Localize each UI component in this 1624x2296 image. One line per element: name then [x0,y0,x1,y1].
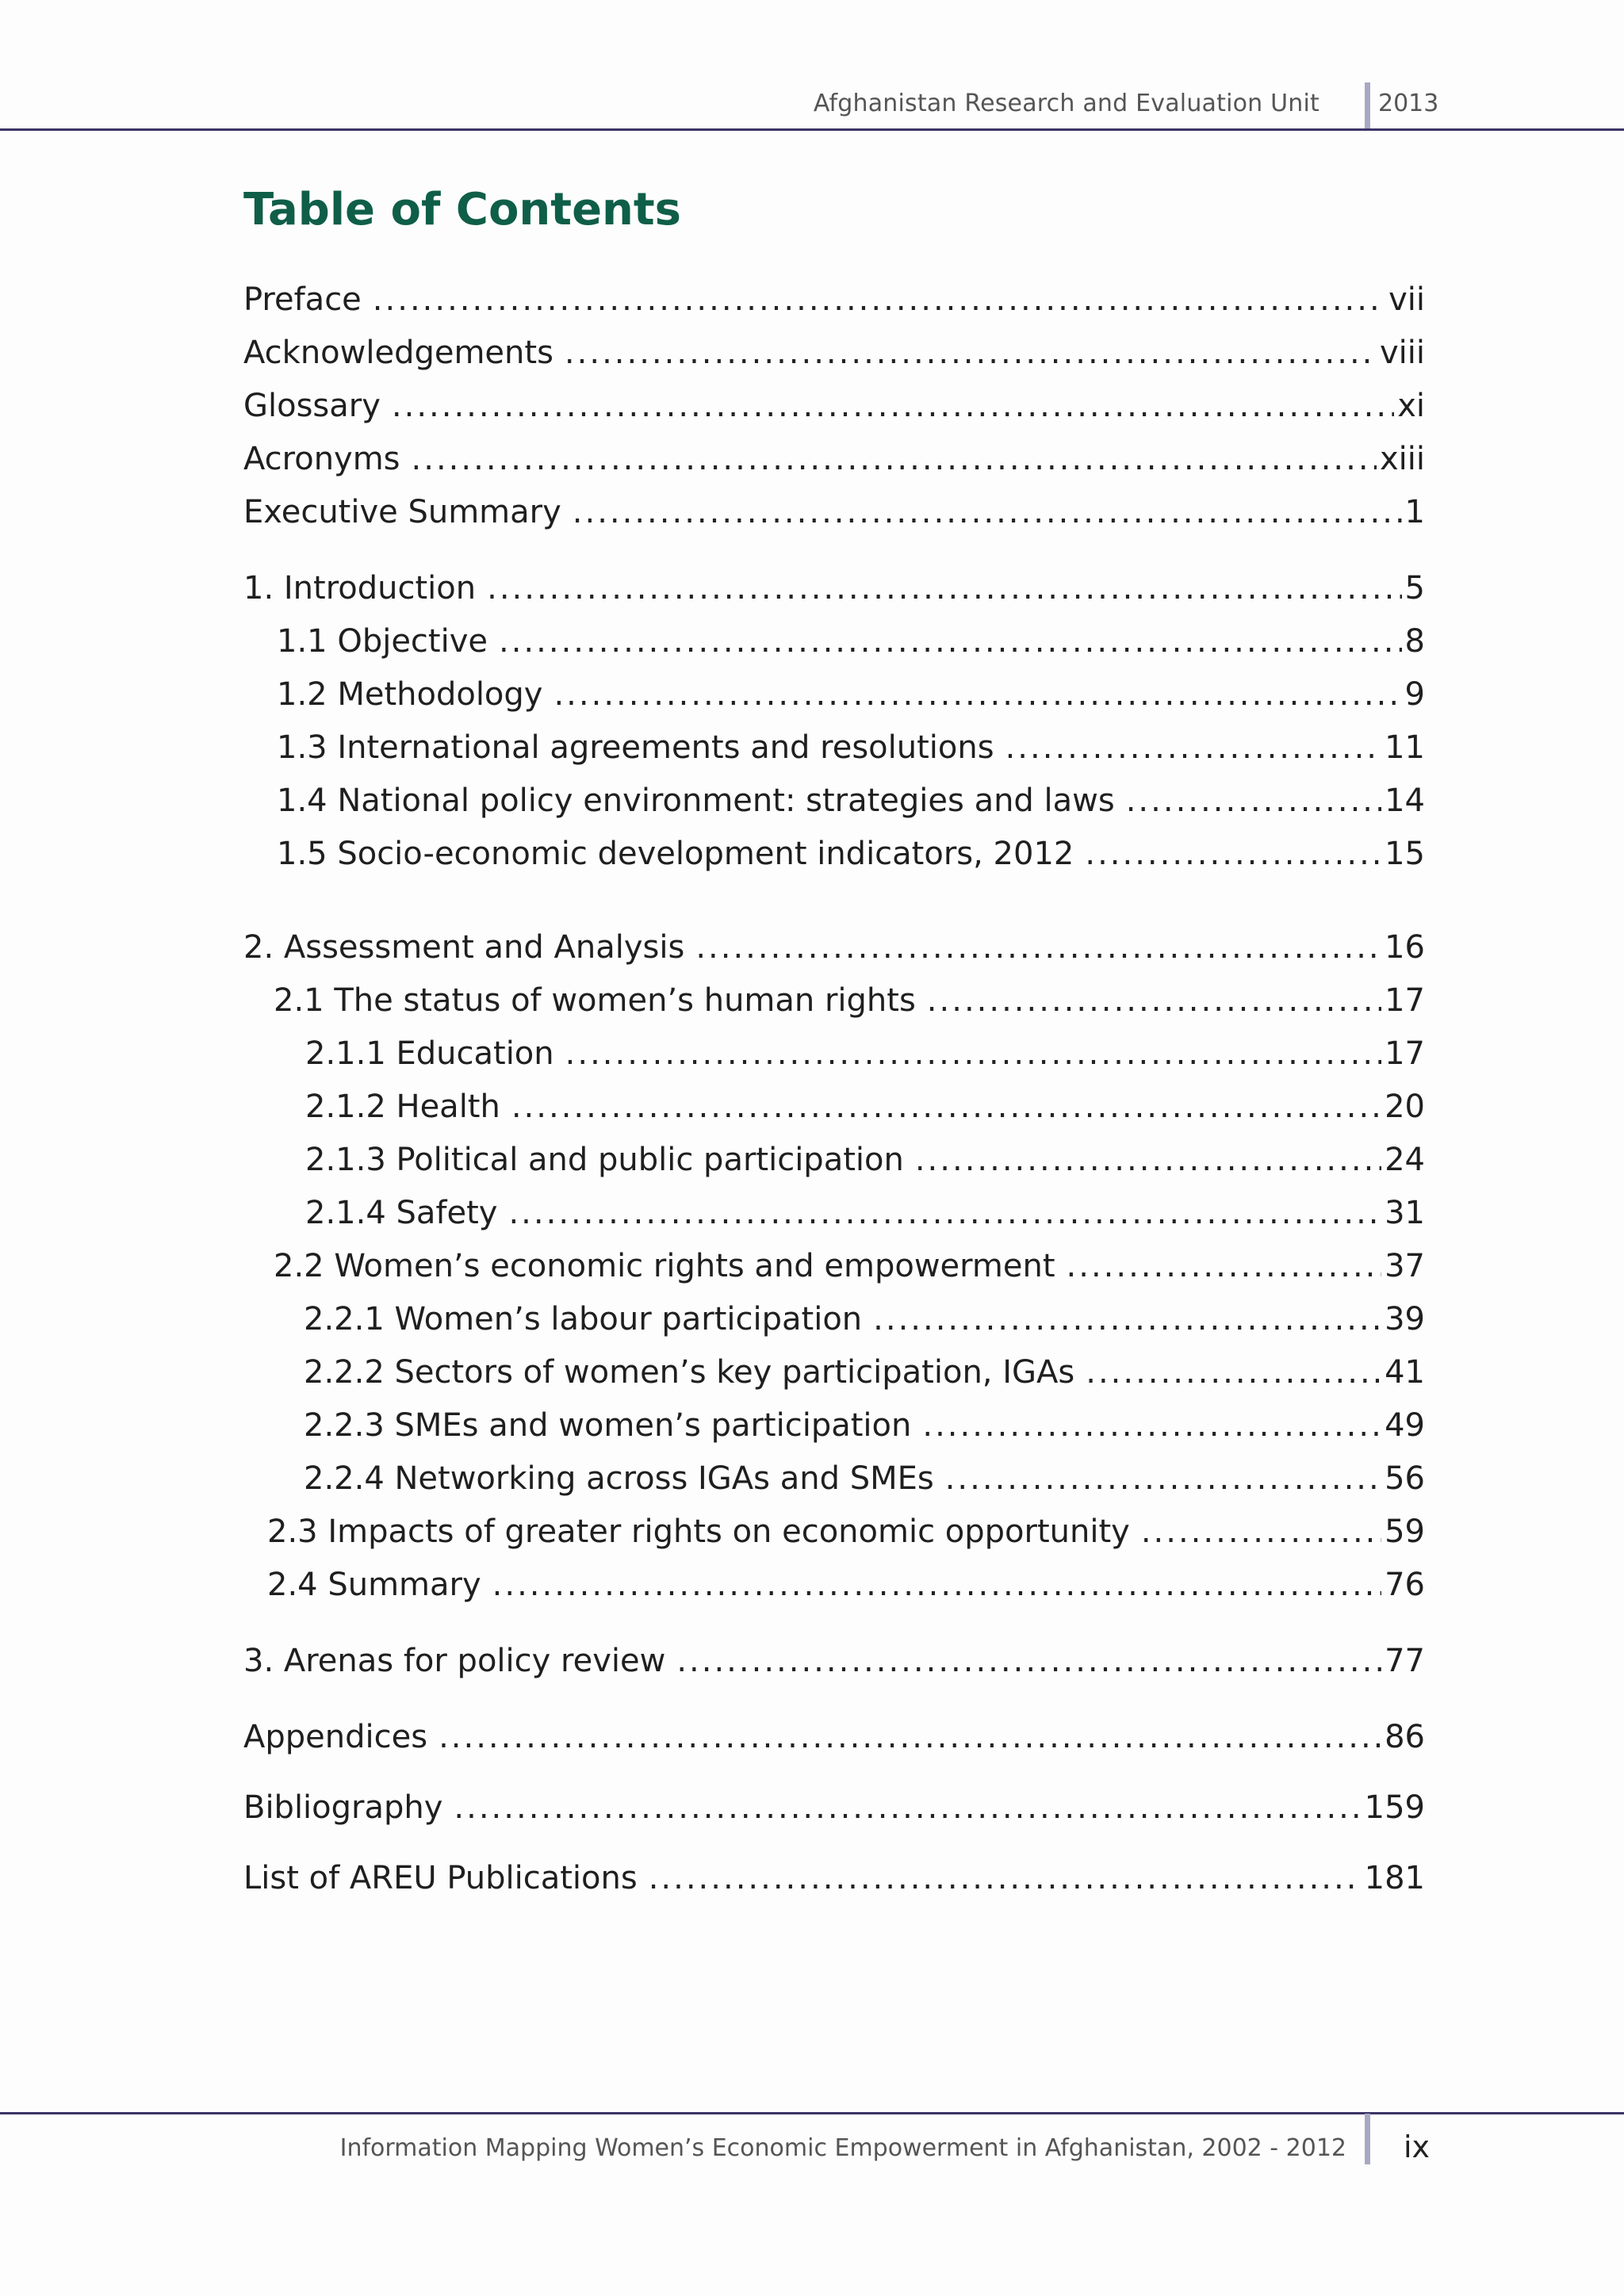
toc-entry-label: 2. Assessment and Analysis [243,929,685,966]
dot-leader [915,1138,1381,1182]
toc-entry-acknowledgements[interactable] [243,331,1425,375]
dot-leader [511,1085,1381,1129]
running-footer-publication: Information Mapping Women’s Economic Empowerment in Afghanistan, 2002 - 2012 [339,2134,1346,2162]
header-divider [1365,82,1370,130]
toc-entry-label: 1.4 National policy environment: strategies and laws [277,783,1115,819]
toc-entry-executive-summary[interactable] [243,490,1425,534]
running-header-year: 2013 [1378,90,1439,117]
toc-entry-label: 1.1 Objective [277,623,488,660]
toc-entry-label: Bibliography [243,1789,443,1826]
toc-entry-label: List of AREU Publications [243,1860,638,1896]
toc-entry-label: Preface [243,281,362,318]
dot-leader [454,1785,1361,1830]
toc-entry-page: 8 [1404,623,1425,660]
header-rule [0,128,1624,131]
toc-entry-page: vii [1388,281,1425,318]
toc-entry-preface[interactable] [243,277,1425,322]
toc-entry-page: viii [1379,335,1425,371]
toc-entry-womens-human-rights[interactable] [274,978,1425,1023]
dot-leader [927,978,1381,1023]
toc-entry-page: 20 [1385,1089,1425,1125]
dot-leader [649,1856,1362,1900]
dot-leader [487,566,1401,610]
toc-entry-label: Executive Summary [243,494,561,530]
toc-entry-page: 31 [1385,1195,1425,1231]
dot-leader [373,277,1385,322]
dot-leader [565,331,1377,375]
toc-entry-objective[interactable] [277,619,1425,664]
toc-entry-label: 2.1.1 Education [305,1035,554,1072]
dot-leader [565,1031,1381,1076]
toc-entry-appendices[interactable] [243,1715,1425,1759]
toc-entry-areu-publications[interactable] [243,1856,1425,1900]
toc-entry-label: 2.2.1 Women’s labour participation [304,1301,863,1337]
toc-entry-label: 2.2.2 Sectors of women’s key participation, IGAs [304,1354,1075,1391]
toc-entry-label: 2.1.3 Political and public participation [305,1142,904,1178]
page-title: Table of Contents [243,184,682,235]
toc-entry-label: 2.2 Women’s economic rights and empowerment [274,1248,1055,1284]
toc-entry-page: 56 [1385,1460,1425,1497]
dot-leader [1067,1244,1382,1288]
toc-entry-page: 86 [1385,1719,1425,1755]
toc-entry-assessment-analysis[interactable] [243,925,1425,970]
toc-entry-label: Appendices [243,1719,428,1755]
toc-entry-key-sectors-igas[interactable] [304,1350,1425,1395]
toc-entry-label: Glossary [243,388,381,424]
toc-entry-page: 11 [1385,729,1425,766]
toc-entry-label: 2.2.3 SMEs and women’s participation [304,1407,912,1444]
toc-entry-international-agreements[interactable] [277,725,1425,770]
running-header-organization: Afghanistan Research and Evaluation Unit [813,90,1320,117]
toc-entry-labour-participation[interactable] [304,1297,1425,1341]
dot-leader [439,1715,1381,1759]
dot-leader [392,384,1394,428]
toc-entry-page: 14 [1385,783,1425,819]
toc-entry-page: 16 [1385,929,1425,966]
toc-entry-label: 1.5 Socio-economic development indicators, 2012 [277,836,1074,872]
toc-entry-page: 39 [1385,1301,1425,1337]
toc-entry-page: 15 [1385,836,1425,872]
toc-entry-safety[interactable] [305,1191,1425,1235]
toc-entry-bibliography[interactable] [243,1785,1425,1830]
toc-entry-page: 1 [1404,494,1425,530]
toc-entry-label: Acknowledgements [243,335,553,371]
toc-entry-acronyms[interactable] [243,437,1425,481]
dot-leader [1085,832,1381,876]
toc-entry-page: xi [1397,388,1425,424]
dot-leader [412,437,1377,481]
dot-leader [695,925,1381,970]
page-number: ix [1404,2130,1431,2164]
toc-entry-label: 2.1 The status of women’s human rights [274,982,916,1019]
toc-entry-page: 181 [1364,1860,1425,1896]
toc-entry-socio-economic-indicators[interactable] [277,832,1425,876]
dot-leader [508,1191,1381,1235]
toc-entry-page: 5 [1404,570,1425,607]
toc-entry-page: 41 [1385,1354,1425,1391]
dot-leader [573,490,1402,534]
toc-entry-page: 77 [1385,1643,1425,1679]
toc-entry-economic-rights[interactable] [274,1244,1425,1288]
toc-entry-methodology[interactable] [277,672,1425,717]
toc-entry-page: 159 [1364,1789,1425,1826]
toc-entry-arenas-policy-review[interactable] [243,1639,1425,1683]
dot-leader [499,619,1402,664]
dot-leader [1126,779,1381,823]
toc-entry-smes-participation[interactable] [304,1403,1425,1448]
dot-leader [945,1456,1381,1501]
toc-entry-page: 49 [1385,1407,1425,1444]
toc-entry-label: 1.2 Methodology [277,676,543,713]
dot-leader [922,1403,1381,1448]
toc-entry-education[interactable] [305,1031,1425,1076]
toc-entry-page: 37 [1385,1248,1425,1284]
toc-entry-label: 2.2.4 Networking across IGAs and SMEs [304,1460,934,1497]
toc-entry-label: 3. Arenas for policy review [243,1643,666,1679]
dot-leader [873,1297,1381,1341]
toc-entry-label: 1. Introduction [243,570,477,607]
footer-divider [1365,2114,1370,2164]
toc-entry-introduction[interactable] [243,566,1425,610]
toc-entry-networking[interactable] [304,1456,1425,1501]
toc-entry-label: 2.3 Impacts of greater rights on economic opportunity [267,1513,1130,1550]
dot-leader [676,1639,1381,1683]
dot-leader [553,672,1401,717]
toc-entry-national-policy[interactable] [277,779,1425,823]
toc-entry-page: 17 [1385,982,1425,1019]
toc-entry-label: 1.3 International agreements and resolutions [277,729,994,766]
dot-leader [1005,725,1382,770]
toc-entry-page: 59 [1385,1513,1425,1550]
dot-leader [492,1563,1381,1607]
toc-entry-page: 76 [1385,1567,1425,1603]
toc-entry-page: 24 [1385,1142,1425,1178]
dot-leader [1141,1510,1381,1554]
toc-entry-glossary[interactable] [243,384,1425,428]
footer-rule [0,2112,1624,2114]
dot-leader [1086,1350,1381,1395]
toc-entry-health[interactable] [305,1085,1425,1129]
toc-entry-label: 2.1.4 Safety [305,1195,498,1231]
toc-entry-page: 9 [1404,676,1425,713]
toc-entry-impacts[interactable] [267,1510,1425,1554]
toc-entry-label: Acronyms [243,441,400,477]
toc-entry-summary[interactable] [267,1563,1425,1607]
toc-entry-label: 2.4 Summary [267,1567,481,1603]
toc-entry-label: 2.1.2 Health [305,1089,500,1125]
toc-entry-political-participation[interactable] [305,1138,1425,1182]
toc-entry-page: xiii [1379,441,1425,477]
toc-entry-page: 17 [1385,1035,1425,1072]
